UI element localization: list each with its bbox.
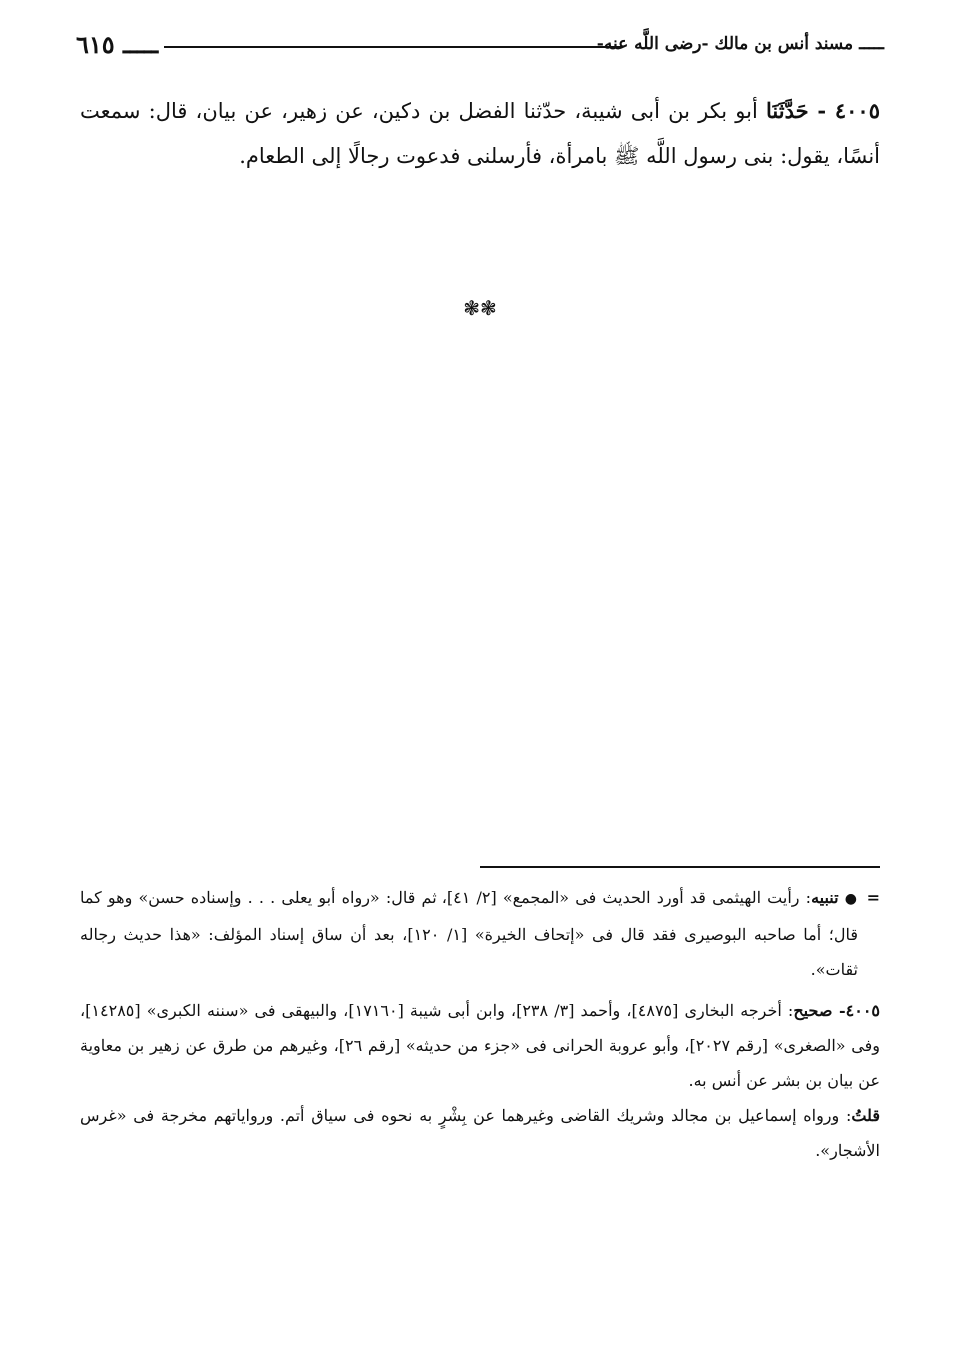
tanbih-label: تنبيه (811, 888, 839, 907)
takhrij-dash: - (832, 1001, 846, 1020)
page-number: ـــــ ٦١٥ (76, 30, 159, 59)
qultu-text: : ورواه إسماعيل بن مجالد وشريك القاضى وغيرهما عن بِشْرٍ به نحوه فى سياق أتم. وروایاتهم مخرجة فى «غرس الأشجار». (80, 1106, 880, 1160)
separator-stars: ❃❃ (463, 296, 497, 320)
tanbih-text: : رأيت الهيثمى قد أورد الحديث فى «المجمع» [٢/ ٤١]، ثم قال: «رواه أبو يعلى . . . وإسناده حسن» وهو كما قال؛ أما صاحبه البوصيرى فقد قال فى «إتحاف الخيرة» [١/ ١٢٠]، بعد أن ساق إسناد المؤلف: «هذا حديث رجاله ثقات». (80, 888, 858, 979)
footnote-takhrij (80, 993, 880, 1098)
qultu-label: قلتُ (851, 1106, 880, 1125)
footnote-tanbih (80, 880, 880, 987)
hadith-haddathana: حَدَّثَنَا (765, 98, 809, 123)
header-title: ـــــ مسند أنس بن مالك -رضى اللَّه عنه- (596, 34, 884, 54)
takhrij-text: : أخرجه البخارى [٤٨٧٥]، وأحمد [٣/ ٢٣٨]، وابن أبى شيبة [١٧١٦٠]، والبيهقى فى «سننه الكبرى» [١٤٢٨٥]، وفى «الصغرى» [رقم ٢٠٢٧]، وأبو عروبة الحرانى فى «جزء من حديثه» [رقم ٢٦]، وغيرهم من طرق عن زهير بن معاوية عن بيان بن بشر عن أنس به. (80, 1001, 881, 1090)
running-header (76, 32, 884, 62)
hadith-dash: - (808, 98, 835, 123)
header-rule (164, 46, 622, 48)
hadith-text (80, 88, 880, 179)
continuation-marker: = (866, 888, 880, 907)
hadith-number: ٤٠٠٥ (834, 98, 880, 123)
footnote-qultu (80, 1098, 880, 1168)
takhrij-grade: صحيح (793, 1001, 833, 1020)
bullet-icon: ● (844, 891, 859, 907)
takhrij-number: ٤٠٠٥ (845, 1001, 881, 1020)
footnotes (80, 880, 880, 1168)
hadith-body: أبو بكر بن أبى شيبة، حدّثنا الفضل بن دكين، عن زهير، عن بيان، قال: سمعت أنسًا، يقول: بنى رسول اللَّه ﷺ بامرأة، فأرسلنى فدعوت رجالًا إلى الطعام. (80, 99, 880, 168)
footnote-rule (480, 866, 880, 868)
